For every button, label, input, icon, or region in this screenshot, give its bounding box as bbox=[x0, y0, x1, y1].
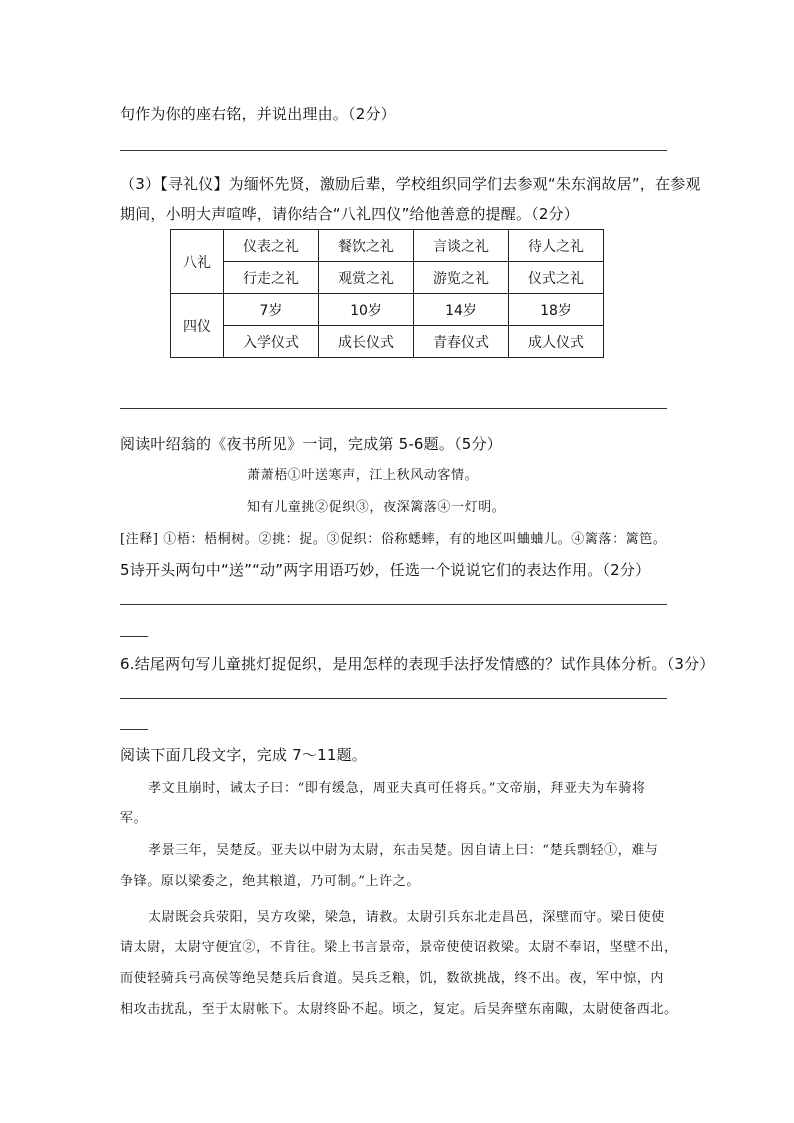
table-row bbox=[171, 294, 604, 326]
table-row bbox=[171, 230, 604, 262]
table-cell: 18岁 bbox=[509, 294, 604, 326]
table-cell: 游览之礼 bbox=[414, 262, 509, 294]
table-cell: 入学仪式 bbox=[224, 326, 319, 358]
passage-line: 而使轻骑兵弓高侯等绝吴楚兵后食道。吴兵乏粮，饥，数欲挑战，终不出。夜，军中惊，内 bbox=[120, 971, 665, 986]
answer-line bbox=[120, 604, 667, 605]
table-cell: 7岁 bbox=[224, 294, 319, 326]
poem-note: [注释] ①梧：梧桐树。②挑：捉。③促织：俗称蟋蟀，有的地区叫蛐蛐儿。④篱落：篱笆。 bbox=[120, 532, 667, 547]
passage-line: 军。 bbox=[120, 811, 148, 826]
q4-2-tail: 句作为你的座右铭，并说出理由。（2分） bbox=[120, 105, 396, 123]
table-cell: 观赏之礼 bbox=[319, 262, 414, 294]
table-row bbox=[171, 262, 604, 294]
table-cell: 言谈之礼 bbox=[414, 230, 509, 262]
table-cell: 14岁 bbox=[414, 294, 509, 326]
passage-line: 太尉既会兵荥阳，吴方攻梁，梁急，请救。太尉引兵东北走昌邑，深壁而守。梁日使使 bbox=[148, 910, 665, 925]
etiquette-table bbox=[170, 229, 604, 358]
table-cell: 仪表之礼 bbox=[224, 230, 319, 262]
passage-line: 争锋。原以梁委之，绝其粮道，乃可制。”上许之。 bbox=[120, 874, 420, 889]
question-6: 6.结尾两句写儿童挑灯捉促织，是用怎样的表现手法抒发情感的？试作具体分析。（3分） bbox=[120, 655, 715, 673]
passage-line: 孝景三年，吴楚反。亚夫以中尉为太尉，东击吴楚。因自请上曰：“楚兵剽轻①，难与 bbox=[148, 843, 659, 858]
answer-line bbox=[120, 698, 667, 699]
q4-3-line2: 期间，小明大声喧哗，请你结合“八礼四仪”给他善意的提醒。（2分） bbox=[120, 205, 579, 223]
table-cell: 10岁 bbox=[319, 294, 414, 326]
table-cell: 行走之礼 bbox=[224, 262, 319, 294]
passage-line: 请太尉，太尉守便宜②，不肯往。梁上书言景帝，景帝使使诏救梁。太尉不奉诏，坚壁不出， bbox=[120, 940, 678, 955]
poem-line-2: 知有儿童挑②促织③，夜深篱落④一灯明。 bbox=[247, 500, 506, 515]
question-5: 5诗开头两句中“送”“动”两字用语巧妙，任选一个说说它们的表达作用。（2分） bbox=[120, 561, 651, 579]
answer-line-short bbox=[120, 729, 148, 730]
answer-line bbox=[120, 408, 667, 409]
row-header-siyi: 四仪 bbox=[171, 294, 224, 358]
answer-line bbox=[120, 150, 667, 151]
poem-intro: 阅读叶绍翁的《夜书所见》一词，完成第 5-6题。（5分） bbox=[120, 435, 502, 453]
table-cell: 成长仪式 bbox=[319, 326, 414, 358]
table-row bbox=[171, 326, 604, 358]
poem-line-1: 萧萧梧①叶送寒声，江上秋风动客情。 bbox=[247, 468, 479, 483]
table-cell: 成人仪式 bbox=[509, 326, 604, 358]
q4-3-line1: （3）【寻礼仪】为缅怀先贤，激励后辈，学校组织同学们去参观“朱东润故居”，在参观 bbox=[120, 175, 701, 193]
table-cell: 仪式之礼 bbox=[509, 262, 604, 294]
answer-line-short bbox=[120, 636, 148, 637]
classical-intro: 阅读下面几段文字，完成 7～11题。 bbox=[120, 746, 367, 764]
passage-line: 相攻击扰乱，至于太尉帐下。太尉终卧不起。顷之，复定。后吴奔壁东南陬，太尉使备西北。 bbox=[120, 1002, 678, 1017]
passage-line: 孝文且崩时，诫太子曰：“即有缓急，周亚夫真可任将兵。”文帝崩，拜亚夫为车骑将 bbox=[148, 781, 646, 796]
table-cell: 青春仪式 bbox=[414, 326, 509, 358]
table-cell: 餐饮之礼 bbox=[319, 230, 414, 262]
table-cell: 待人之礼 bbox=[509, 230, 604, 262]
row-header-bali: 八礼 bbox=[171, 230, 224, 294]
